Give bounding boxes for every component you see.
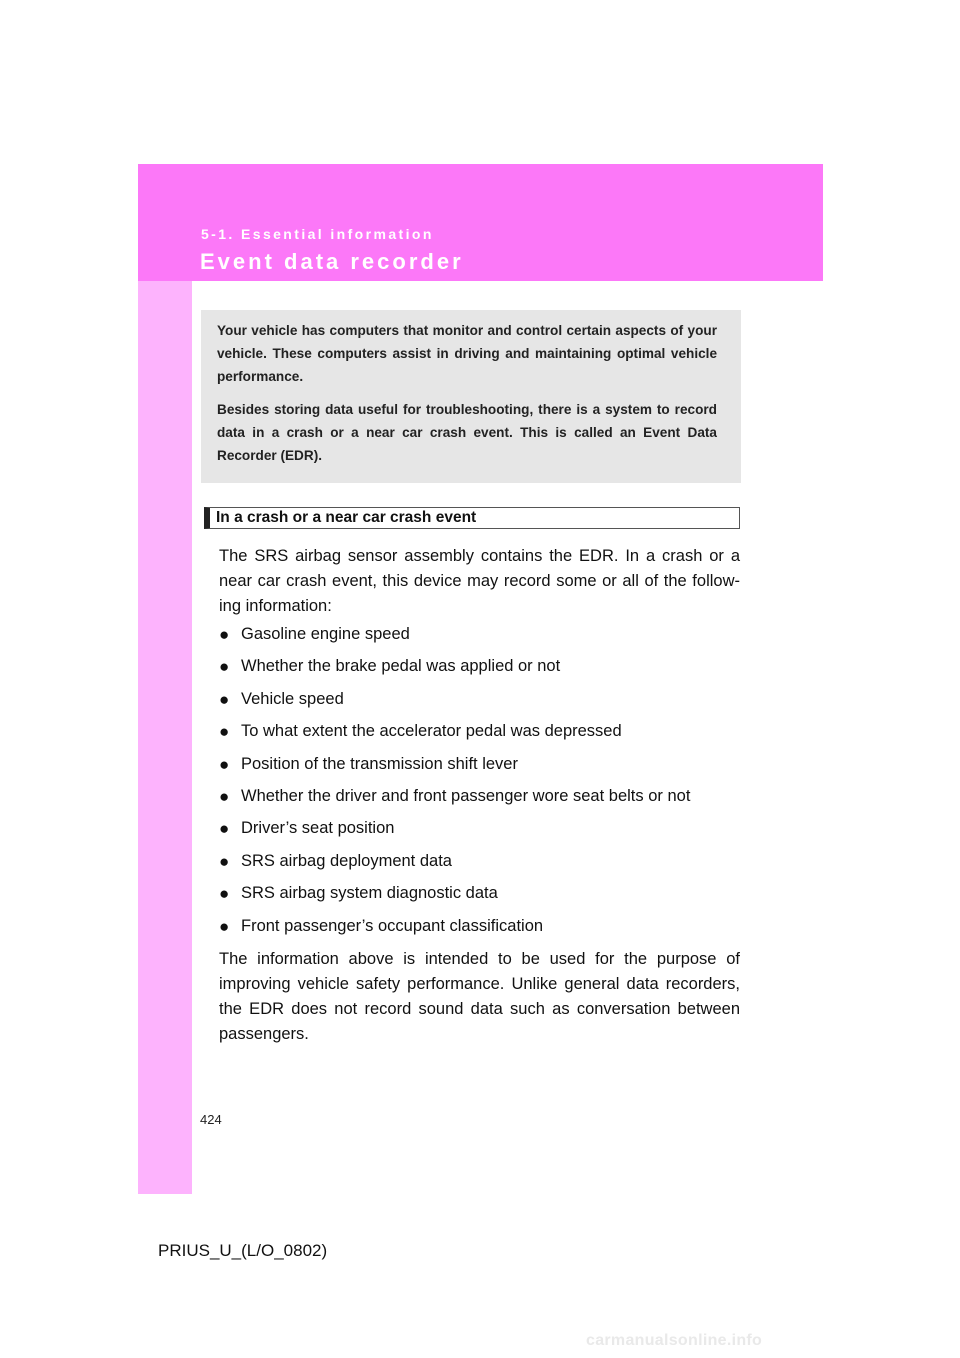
- list-item-text: SRS airbag deployment data: [241, 851, 452, 870]
- page-number: 424: [200, 1112, 222, 1127]
- closing-paragraph: The information above is intended to be used for the purpose of improving vehicle safety performance. Unlike general data recorders, the EDR does not record sound data such as conversation between passengers.: [219, 950, 740, 1043]
- bullet-icon: ●: [219, 916, 230, 936]
- list-item: [219, 816, 740, 848]
- bullet-icon: ●: [219, 851, 230, 871]
- intro-paragraph-2: Besides storing data useful for troubleshooting, there is a system to record data in a crash or a near car crash event. This is called an Event Data Recorder (EDR).: [217, 402, 717, 463]
- list-item-text: To what extent the accelerator pedal was depressed: [241, 722, 622, 741]
- list-item-text: Vehicle speed: [241, 689, 344, 708]
- page-title: Event data recorder: [200, 249, 464, 274]
- list-item: [219, 687, 740, 719]
- intro-paragraph-1: Your vehicle has computers that monitor and control certain aspects of your vehicle. These computers assist in driving and maintaining optimal vehicle performance.: [217, 323, 717, 384]
- bullet-icon: ●: [219, 884, 230, 904]
- list-item: [219, 914, 740, 946]
- list-item: [219, 881, 740, 913]
- list-item-text: Position of the transmission shift lever: [241, 754, 518, 773]
- bullet-icon: ●: [219, 786, 230, 806]
- list-item: [219, 784, 740, 816]
- bullet-icon: ●: [219, 754, 230, 774]
- list-item-text: Gasoline engine speed: [241, 625, 410, 643]
- list-item: [219, 622, 740, 654]
- recorded-info-list: [219, 622, 740, 946]
- lead-paragraph: The SRS airbag sensor assembly contains the EDR. In a crash or a near car crash event, this device may record some or all of the follow-ing information:: [219, 547, 740, 615]
- list-item: [219, 719, 740, 751]
- document-code: PRIUS_U_(L/O_0802): [158, 1241, 328, 1260]
- list-item-text: Front passenger’s occupant classification: [241, 916, 544, 935]
- watermark: carmanualsonline.info: [586, 1332, 763, 1349]
- intro-box: [201, 310, 741, 483]
- bullet-icon: ●: [219, 689, 230, 709]
- bullet-icon: ●: [219, 657, 230, 677]
- list-item-text: Whether the driver and front passenger wore seat belts or not: [241, 786, 691, 805]
- bullet-icon: ●: [219, 722, 230, 742]
- list-item-text: SRS airbag system diagnostic data: [241, 884, 498, 903]
- list-item-text: Whether the brake pedal was applied or not: [241, 657, 561, 676]
- section-label: 5-1. Essential information: [201, 226, 434, 242]
- bullet-icon: ●: [219, 819, 230, 839]
- list-item: [219, 752, 740, 784]
- list-item: [219, 654, 740, 686]
- section-heading: In a crash or a near car crash event: [204, 507, 740, 529]
- list-item-text: Driver’s seat position: [241, 819, 395, 838]
- list-item: [219, 849, 740, 881]
- bullet-icon: ●: [219, 625, 230, 644]
